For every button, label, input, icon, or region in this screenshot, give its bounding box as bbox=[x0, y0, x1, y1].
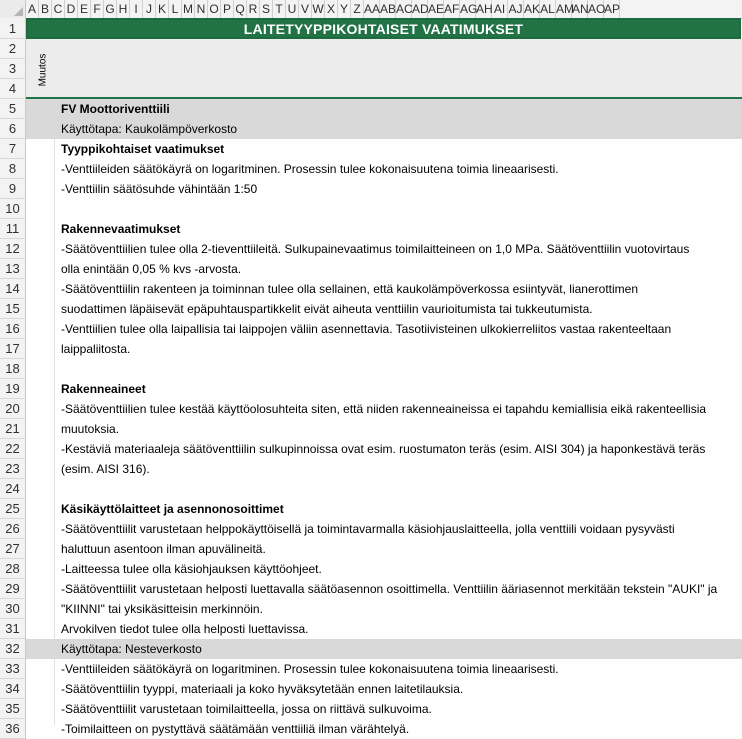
row-number: 15 bbox=[5, 301, 20, 316]
row-number: 34 bbox=[5, 681, 20, 696]
row-header-35[interactable] bbox=[0, 699, 26, 719]
cell-text: olla enintään 0,05 % kvs -arvosta. bbox=[61, 262, 242, 276]
column-header-x[interactable]: X bbox=[325, 0, 338, 18]
column-header-q[interactable]: Q bbox=[234, 0, 247, 18]
row-header-1[interactable] bbox=[0, 18, 26, 39]
row-number: 1 bbox=[8, 21, 17, 36]
column-header-ae[interactable]: AE bbox=[428, 2, 445, 16]
sheet-title[interactable]: LAITETYYPPIKOHTAISET VAATIMUKSET bbox=[26, 18, 741, 39]
text-row[interactable] bbox=[26, 519, 742, 539]
row-number: 35 bbox=[5, 701, 20, 716]
column-header-an[interactable]: AN bbox=[572, 2, 589, 16]
column-header-af[interactable]: AF bbox=[444, 2, 460, 16]
text-row[interactable] bbox=[26, 379, 742, 399]
cell-text: -Kestäviä materiaaleja säätöventtiilin sulkupinnoissa ovat esim. ruostumaton teräs (esim. AISI 304) ja haponkestävä teräs bbox=[61, 442, 706, 456]
column-header-r[interactable]: R bbox=[247, 0, 260, 18]
row-header-14[interactable] bbox=[0, 279, 26, 299]
row-header-32[interactable] bbox=[0, 639, 26, 659]
row-number: 17 bbox=[5, 341, 20, 356]
cell-text: -Venttiilien tulee olla laipallisia tai laippojen väliin asennettavia. Tasotiivisteinen ulkokierreliitos vastaa rakenteeltaan bbox=[61, 322, 672, 336]
column-header-l[interactable]: L bbox=[169, 0, 182, 18]
section-heading: Käsikäyttölaitteet ja asennonosoittimet bbox=[61, 502, 284, 516]
row-number: 4 bbox=[8, 81, 17, 96]
column-header-i[interactable]: I bbox=[130, 0, 143, 18]
column-header-bar bbox=[0, 0, 742, 19]
column-header-ag[interactable]: AG bbox=[460, 2, 478, 16]
column-header-ak[interactable]: AK bbox=[524, 2, 541, 16]
cell-text: -Venttiilin säätösuhde vähintään 1:50 bbox=[61, 182, 258, 196]
row-number: 22 bbox=[5, 441, 20, 456]
row-number: 33 bbox=[5, 661, 20, 676]
row-number: 23 bbox=[5, 461, 20, 476]
cell-text: Käyttötapa: Kaukolämpöverkosto bbox=[61, 122, 238, 136]
row-header-7[interactable] bbox=[0, 139, 26, 159]
text-row[interactable] bbox=[26, 719, 742, 739]
column-header-f[interactable]: F bbox=[91, 0, 104, 18]
row-number: 2 bbox=[8, 41, 17, 56]
text-row[interactable] bbox=[26, 499, 742, 519]
cell-text: Arvokilven tiedot tulee olla helposti luettavissa. bbox=[61, 622, 309, 636]
text-row[interactable] bbox=[26, 139, 742, 159]
row-number: 11 bbox=[5, 221, 20, 236]
section-heading: FV Moottoriventtiili bbox=[61, 102, 170, 116]
column-header-t[interactable]: T bbox=[273, 0, 286, 18]
text-row[interactable] bbox=[26, 439, 742, 459]
section-heading: Tyyppikohtaiset vaatimukset bbox=[61, 142, 225, 156]
row-number: 9 bbox=[8, 181, 17, 196]
text-row[interactable] bbox=[26, 339, 742, 359]
row-header-17[interactable] bbox=[0, 339, 26, 359]
row-header-24[interactable] bbox=[0, 479, 26, 499]
row-number: 26 bbox=[5, 521, 20, 536]
text-row[interactable] bbox=[26, 659, 742, 679]
row-header-18[interactable] bbox=[0, 359, 26, 379]
row-header-26[interactable] bbox=[0, 519, 26, 539]
row-header-3[interactable] bbox=[0, 59, 26, 79]
column-header-aa[interactable]: AA bbox=[364, 2, 381, 16]
text-row[interactable] bbox=[26, 599, 742, 619]
row-number: 27 bbox=[5, 541, 20, 556]
section-band-row[interactable] bbox=[26, 119, 742, 139]
column-header-ao[interactable]: AO bbox=[588, 2, 606, 16]
row-header-19[interactable] bbox=[0, 379, 26, 399]
cell-text: -Laitteessa tulee olla käsiohjauksen käyttöohjeet. bbox=[61, 562, 322, 576]
row-header-29[interactable] bbox=[0, 579, 26, 599]
row-header-30[interactable] bbox=[0, 599, 26, 619]
worksheet bbox=[26, 18, 742, 736]
section-band-row[interactable] bbox=[26, 639, 742, 659]
row-header-25[interactable] bbox=[0, 499, 26, 519]
cell-text: -Venttiileiden säätökäyrä on logaritminen. Prosessin tulee kokonaisuutena toimia lineaarisesti. bbox=[61, 162, 559, 176]
row-header-12[interactable] bbox=[0, 239, 26, 259]
column-header-u[interactable]: U bbox=[286, 0, 299, 18]
column-header-b[interactable]: B bbox=[39, 0, 52, 18]
column-header-p[interactable]: P bbox=[221, 0, 234, 18]
row-number: 28 bbox=[5, 561, 20, 576]
row-number: 36 bbox=[5, 721, 20, 736]
row-header-31[interactable] bbox=[0, 619, 26, 639]
cell-text: haluttuun asentoon ilman apuvälineitä. bbox=[61, 542, 266, 556]
row-header-27[interactable] bbox=[0, 539, 26, 559]
cell-text: -Säätöventtiilit varustetaan helposti luettavalla säätöasennon osoittimella. Venttiilin ääriasennot merkitään tekstein "AUKI" ja bbox=[61, 582, 718, 596]
column-header-al[interactable]: AL bbox=[540, 2, 555, 16]
muutos-label-text: Muutos bbox=[37, 53, 49, 87]
cell-text: laippaliitosta. bbox=[61, 342, 131, 356]
row-number: 3 bbox=[8, 61, 17, 76]
text-row[interactable] bbox=[26, 239, 742, 259]
row-header-34[interactable] bbox=[0, 679, 26, 699]
cell-text: -Säätöventtiilien tulee kestää käyttöolosuhteita siten, että niiden rakenneaineissa ei tapahdu kemiallisia eikä rakenteellisia bbox=[61, 402, 707, 416]
column-header-ah[interactable]: AH bbox=[476, 2, 493, 16]
text-row[interactable] bbox=[26, 219, 742, 239]
column-header-h[interactable]: H bbox=[117, 0, 130, 18]
section-band-row[interactable] bbox=[26, 99, 742, 119]
row-header-28[interactable] bbox=[0, 559, 26, 579]
row-header-16[interactable] bbox=[0, 319, 26, 339]
row-header-33[interactable] bbox=[0, 659, 26, 679]
row-header-11[interactable] bbox=[0, 219, 26, 239]
row-number: 29 bbox=[5, 581, 20, 596]
row-number: 32 bbox=[5, 641, 20, 656]
header-band bbox=[26, 39, 742, 99]
text-row[interactable] bbox=[26, 259, 742, 279]
muutos-column-label bbox=[36, 45, 50, 95]
column-header-g[interactable]: G bbox=[104, 0, 117, 18]
row-header-5[interactable] bbox=[0, 99, 26, 119]
column-header-d[interactable]: D bbox=[65, 0, 78, 18]
column-header-z[interactable]: Z bbox=[351, 0, 364, 18]
row-header-22[interactable] bbox=[0, 439, 26, 459]
cell-text: "KIINNI" tai yksikäsitteisin merkinnöin. bbox=[61, 602, 263, 616]
text-row[interactable] bbox=[26, 479, 742, 499]
column-header-s[interactable]: S bbox=[260, 0, 273, 18]
row-header-6[interactable] bbox=[0, 119, 26, 139]
row-header-20[interactable] bbox=[0, 399, 26, 419]
row-number: 7 bbox=[8, 141, 17, 156]
column-header-ai[interactable]: AI bbox=[492, 0, 508, 18]
column-header-ad[interactable]: AD bbox=[412, 2, 429, 16]
text-row[interactable] bbox=[26, 619, 742, 639]
row-header-8[interactable] bbox=[0, 159, 26, 179]
row-number: 16 bbox=[5, 321, 20, 336]
row-number: 24 bbox=[5, 481, 20, 496]
row-number: 6 bbox=[8, 121, 17, 136]
row-header-10[interactable] bbox=[0, 199, 26, 219]
cell-text: -Säätöventtiilit varustetaan toimilaitteella, jossa on riittävä sulkuvoima. bbox=[61, 702, 432, 716]
text-row[interactable] bbox=[26, 399, 742, 419]
section-heading: Rakennevaatimukset bbox=[61, 222, 181, 236]
cell-text: -Toimilaitteen on pystyttävä säätämään venttiiliä ilman värähtelyä. bbox=[61, 722, 410, 736]
row-number: 25 bbox=[5, 501, 20, 516]
column-header-k[interactable]: K bbox=[156, 0, 169, 18]
column-header-w[interactable]: W bbox=[312, 2, 324, 16]
column-header-n[interactable]: N bbox=[195, 0, 208, 18]
select-all-corner[interactable] bbox=[0, 0, 26, 18]
text-row[interactable] bbox=[26, 319, 742, 339]
row-number: 5 bbox=[8, 101, 17, 116]
row-header-9[interactable] bbox=[0, 179, 26, 199]
text-row[interactable] bbox=[26, 359, 742, 379]
text-row[interactable] bbox=[26, 279, 742, 299]
column-header-e[interactable]: E bbox=[78, 0, 91, 18]
column-header-ap[interactable]: AP bbox=[604, 2, 621, 16]
cell-text: suodattimen läpäisevät epäpuhtauspartikkelit eivät aiheuta venttiilin vaurioitumista tai tukkeutumista. bbox=[61, 302, 593, 316]
row-header-2[interactable] bbox=[0, 39, 26, 59]
row-header-21[interactable] bbox=[0, 419, 26, 439]
row-number: 10 bbox=[5, 201, 20, 216]
row-number: 13 bbox=[5, 261, 20, 276]
row-header-15[interactable] bbox=[0, 299, 26, 319]
column-header-c[interactable]: C bbox=[52, 0, 65, 18]
row-header-4[interactable] bbox=[0, 79, 26, 99]
text-row[interactable] bbox=[26, 679, 742, 699]
text-row[interactable] bbox=[26, 699, 742, 719]
row-header-13[interactable] bbox=[0, 259, 26, 279]
column-header-v[interactable]: V bbox=[299, 0, 312, 18]
text-row[interactable] bbox=[26, 419, 742, 439]
column-header-j[interactable]: J bbox=[143, 0, 156, 18]
column-header-m[interactable]: M bbox=[183, 2, 193, 16]
column-header-a[interactable]: A bbox=[26, 0, 39, 18]
cell-text: -Venttiileiden säätökäyrä on logaritminen. Prosessin tulee kokonaisuutena toimia lineaarisesti. bbox=[61, 662, 559, 676]
column-header-o[interactable]: O bbox=[208, 0, 221, 18]
text-row[interactable] bbox=[26, 159, 742, 179]
cell-text: -Säätöventtiilien tulee olla 2-tieventtiileitä. Sulkupainevaatimus toimilaitteineen on 1,0 MPa. Säätöventtiilin vuotovirtaus bbox=[61, 242, 690, 256]
text-row[interactable] bbox=[26, 299, 742, 319]
column-header-y[interactable]: Y bbox=[338, 0, 351, 18]
section-heading: Rakenneaineet bbox=[61, 382, 146, 396]
row-number: 19 bbox=[5, 381, 20, 396]
cell-text: (esim. AISI 316). bbox=[61, 462, 150, 476]
text-row[interactable] bbox=[26, 539, 742, 559]
row-number: 14 bbox=[5, 281, 20, 296]
text-row[interactable] bbox=[26, 179, 742, 199]
row-number: 31 bbox=[5, 621, 20, 636]
row-number: 8 bbox=[8, 161, 17, 176]
text-row[interactable] bbox=[26, 559, 742, 579]
cell-text: muutoksia. bbox=[61, 422, 120, 436]
row-number: 18 bbox=[5, 361, 20, 376]
row-number: 12 bbox=[5, 241, 20, 256]
cell-text: -Säätöventtiilit varustetaan helppokäyttöisellä ja toimintavarmalla käsiohjauslaitteella, jolla venttiili voidaan pysyvästi bbox=[61, 522, 675, 536]
column-header-ac[interactable]: AC bbox=[396, 2, 413, 16]
cell-text: -Säätöventtiilin tyyppi, materiaali ja koko hyväksytetään ennen laitetilauksia. bbox=[61, 682, 464, 696]
column-header-ab[interactable]: AB bbox=[380, 2, 397, 16]
row-header-23[interactable] bbox=[0, 459, 26, 479]
row-number: 30 bbox=[5, 601, 20, 616]
row-number: 20 bbox=[5, 401, 20, 416]
cell-text: Käyttötapa: Nesteverkosto bbox=[61, 642, 202, 656]
column-header-aj[interactable]: AJ bbox=[508, 2, 523, 16]
column-header-am[interactable]: AM bbox=[556, 2, 574, 16]
row-number: 21 bbox=[5, 421, 20, 436]
text-row[interactable] bbox=[26, 459, 742, 479]
text-row[interactable] bbox=[26, 579, 742, 599]
text-row[interactable] bbox=[26, 199, 742, 219]
row-header-36[interactable] bbox=[0, 719, 26, 739]
cell-text: -Säätöventtiilin rakenteen ja toiminnan tulee olla sellainen, että kaukolämpöverkossa esiintyvät, lianerottimen bbox=[61, 282, 638, 296]
